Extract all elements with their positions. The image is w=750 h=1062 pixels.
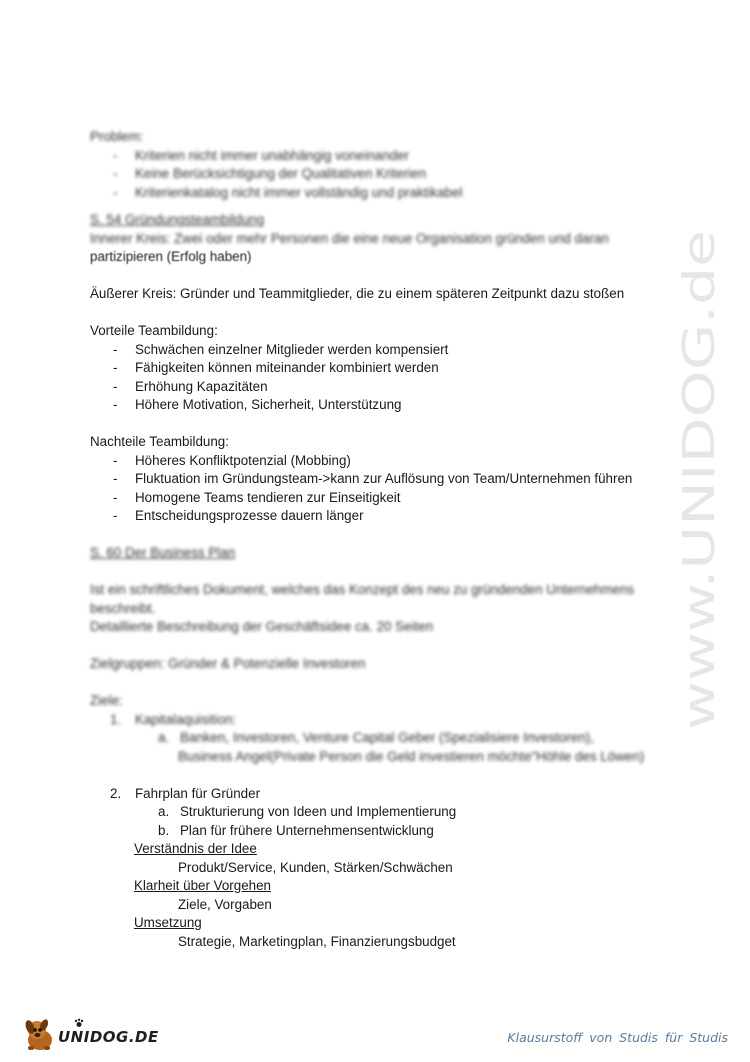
goal-1-number: 1. [110, 711, 122, 727]
list-item: - Kriterien nicht immer unabhängig voneinander [90, 147, 680, 166]
inner-circle-line-1: Innerer Kreis: Zwei oder mehr Personen die eine neue Organisation gründen und daran [90, 230, 609, 246]
goal-2a-letter: a. [158, 804, 170, 819]
list-item: - Kriterienkatalog nicht immer vollständig und praktikabel [90, 184, 680, 203]
goal-2-text: Fahrplan für Gründer [135, 785, 261, 801]
business-plan-detail: Detaillierte Beschreibung der Geschäftsidee ca. 20 Seiten [90, 619, 434, 634]
list-item: - Schwächen einzelner Mitglieder werden kompensiert [90, 341, 680, 360]
business-plan-desc-line-1: Ist ein schriftliches Dokument, welches das Konzept des neu zu gründenden Unternehmens [90, 582, 635, 597]
goals-heading: Ziele: [90, 693, 123, 708]
list-item: - Erhöhung Kapazitäten [90, 378, 680, 397]
list-item: - Fähigkeiten können miteinander kombiniert werden [90, 359, 680, 378]
advantages-list [90, 341, 680, 415]
business-plan-desc-line-2: beschreibt. [90, 600, 156, 616]
footer-tagline: Klausurstoff von Studis für Studis [507, 1030, 728, 1045]
goal-2-number: 2. [110, 785, 122, 801]
footer-logo [22, 1014, 162, 1054]
goal-2a [90, 803, 680, 822]
clarity-text: Ziele, Vorgaben [178, 896, 272, 912]
logo-text: UNIDOG.DE [58, 1028, 159, 1046]
goal-2b [90, 822, 680, 841]
advantages-heading: Vorteile Teambildung: [90, 323, 218, 338]
list-item: - Homogene Teams tendieren zur Einseitigkeit [90, 489, 680, 508]
goal-1a [90, 729, 680, 748]
problem-heading: Problem: [90, 129, 144, 144]
disadvantages-list [90, 452, 680, 526]
goal-2a-text: Strukturierung von Ideen und Implementierung [180, 804, 457, 819]
inner-circle-line-2: partizipieren (Erfolg haben) [90, 249, 252, 264]
section-title-business-plan: S. 60 Der Business Plan [90, 545, 236, 560]
paw-icon [74, 1018, 84, 1028]
implementation-text: Strategie, Marketingplan, Finanzierungsbudget [178, 933, 456, 949]
list-item: - Keine Berücksichtigung der Qualitativen Kriterien [90, 165, 680, 184]
outer-circle-text: Äußerer Kreis: Gründer und Teammitglieder, die zu einem späteren Zeitpunkt dazu stoßen [90, 286, 625, 301]
goal-2b-text: Plan für frühere Unternehmensentwicklung [180, 822, 434, 838]
goal-1-text: Kapitalaquisition: [135, 711, 237, 727]
problem-list [90, 147, 680, 203]
goal-1a-text: Banken, Investoren, Venture Capital Geber (Spezialisiere Investoren), [180, 730, 594, 745]
list-item: - Höhere Motivation, Sicherheit, Unterstützung [90, 396, 680, 415]
goal-1a-letter: a. [158, 730, 170, 745]
document-body [90, 128, 680, 951]
list-item: - Höheres Konfliktpotenzial (Mobbing) [90, 452, 680, 471]
watermark [650, 220, 750, 760]
section-title-teambildung: S. 54 Gründungsteambildung [90, 212, 265, 227]
target-groups: Zielgruppen: Gründer & Potenzielle Investoren [90, 656, 366, 671]
implementation-heading: Umsetzung [134, 915, 202, 930]
goal-1a-line-2: Business Angel(Private Person die Geld investieren möchte"Höhle des Löwen) [178, 748, 645, 764]
goal-1 [90, 711, 680, 730]
list-item: - Entscheidungsprozesse dauern länger [90, 507, 680, 526]
understanding-text: Produkt/Service, Kunden, Stärken/Schwächen [178, 859, 453, 875]
goal-2b-letter: b. [158, 822, 170, 838]
goal-2 [90, 785, 680, 804]
watermark-text: www.UNIDOG.de [674, 362, 725, 730]
clarity-heading: Klarheit über Vorgehen [134, 878, 271, 893]
dog-mascot-icon [22, 1016, 58, 1052]
list-item: - Fluktuation im Gründungsteam->kann zur Auflösung von Team/Unternehmen führen [90, 470, 680, 489]
disadvantages-heading: Nachteile Teambildung: [90, 434, 229, 449]
understanding-heading: Verständnis der Idee [134, 841, 257, 856]
